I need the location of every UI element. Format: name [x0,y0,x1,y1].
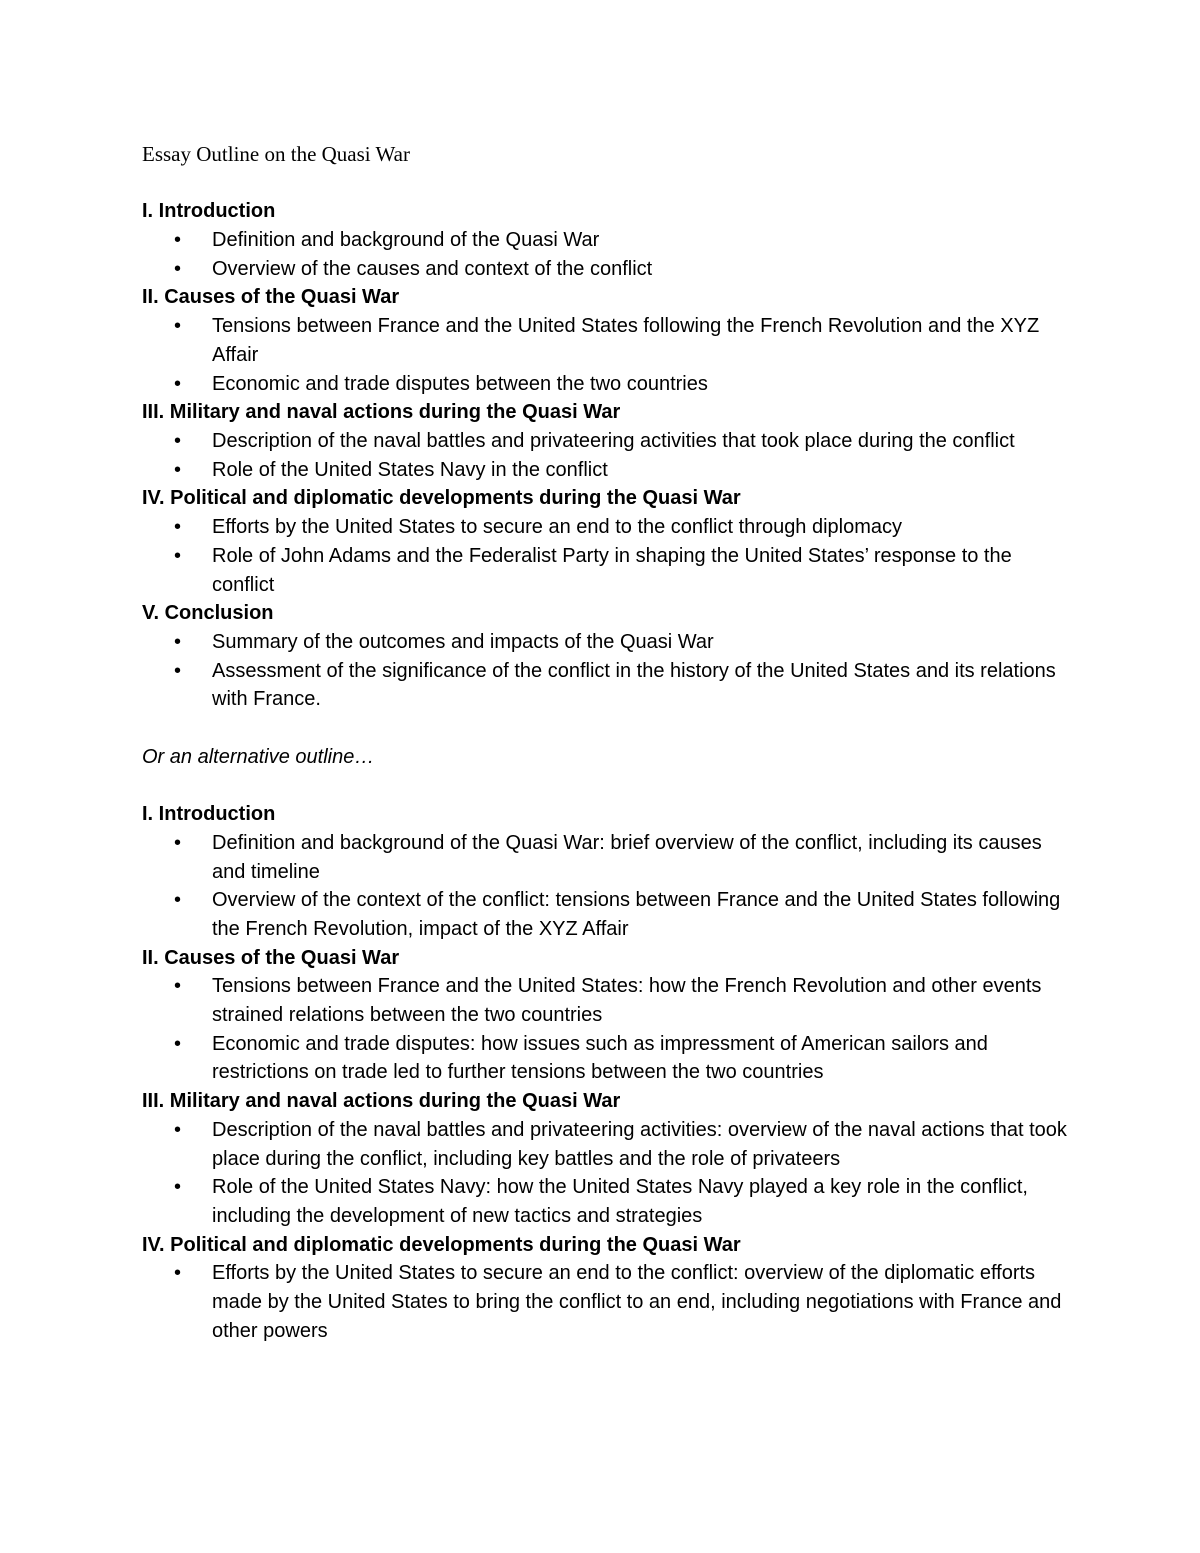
bullet-item [142,829,1072,886]
bullet-item [142,226,1072,255]
bullet-item [142,1030,1072,1087]
bullet-item [142,1259,1072,1345]
bullet-icon: • [174,315,182,338]
bullet-text: Tensions between France and the United States: how the French Revolution and other events strained relations between the two countries [212,975,1042,1027]
bullet-text: Role of the United States Navy in the conflict [212,458,608,481]
bullet-item [142,1116,1072,1173]
bullet-icon: • [174,544,182,567]
bullet-icon: • [174,1032,182,1055]
section-heading: IV. Political and diplomatic developments during the Quasi War [142,1233,741,1256]
bullet-text: Description of the naval battles and privateering activities that took place during the conflict [212,430,1015,452]
section-heading: III. Military and naval actions during the Quasi War [142,401,621,424]
bullet-item [142,456,1072,485]
bullet-list [142,312,1072,398]
bullet-icon: • [174,458,182,481]
bullet-icon: • [174,1176,182,1199]
bullet-list [142,513,1072,599]
bullet-list [142,628,1072,714]
bullet-item [142,370,1072,399]
bullet-item [142,427,1072,456]
section-heading: II. Causes of the Quasi War [142,946,400,969]
document-title: Essay Outline on the Quasi War [142,142,410,166]
bullet-text: Description of the naval battles and privateering activities: overview of the naval actions that took place during the conflict, including key battles and the role of privateers [212,1118,1067,1170]
section-heading: I. Introduction [142,803,276,826]
blank-line [142,771,1072,800]
bullet-text: Economic and trade disputes between the two countries [212,372,708,395]
bullet-item [142,1173,1072,1230]
bullet-icon: • [174,516,182,539]
bullet-text: Tensions between France and the United States following the French Revolution and the XYZ Affair [212,315,1040,366]
bullet-item [142,886,1072,943]
bullet-text: Assessment of the significance of the conflict in the history of the United States and its relations with France. [212,659,1056,711]
bullet-text: Role of John Adams and the Federalist Party in shaping the United States’ response to the conflict [212,544,1012,596]
bullet-text: Definition and background of the Quasi War: brief overview of the conflict, including its causes and timeline [212,831,1042,883]
bullet-list [142,1116,1072,1231]
bullet-text: Definition and background of the Quasi War [212,229,600,252]
bullet-icon: • [174,889,182,912]
section-heading: IV. Political and diplomatic developments during the Quasi War [142,487,741,510]
bullet-icon: • [174,630,182,653]
bullet-icon: • [174,1262,182,1285]
section-heading: I. Introduction [142,200,276,223]
bullet-list [142,226,1072,283]
bullet-text: Efforts by the United States to secure an end to the conflict: overview of the diplomatic efforts made by the United States to bring the conflict to an end, including negotiations with France and other powers [212,1262,1062,1342]
bullet-icon: • [174,229,182,252]
bullet-text: Summary of the outcomes and impacts of the Quasi War [212,630,714,653]
section-heading: III. Military and naval actions during the Quasi War [142,1090,621,1113]
bullet-text: Economic and trade disputes: how issues such as impressment of American sailors and restrictions on trade led to further tensions between the two countries [212,1032,988,1084]
section-heading: II. Causes of the Quasi War [142,286,400,309]
blank-line [142,169,1072,198]
bullet-text: Overview of the causes and context of the conflict [212,257,653,280]
bullet-item [142,628,1072,657]
blank-line [142,714,1072,743]
bullet-text: Efforts by the United States to secure an end to the conflict through diplomacy [212,516,903,539]
section-heading: V. Conclusion [142,602,274,625]
bullet-item [142,542,1072,599]
bullet-list [142,829,1072,944]
bullet-icon: • [174,1118,182,1141]
bullet-item [142,657,1072,714]
bullet-icon: • [174,831,182,854]
bullet-item [142,972,1072,1029]
bullet-icon: • [174,257,182,280]
bullet-item [142,312,1072,369]
bullet-item [142,513,1072,542]
bullet-icon: • [174,372,182,395]
bullet-list [142,1259,1072,1345]
outline-alternative [142,800,1072,1345]
bullet-item [142,255,1072,284]
bullet-icon: • [174,975,182,998]
bullet-list [142,972,1072,1087]
document-body [142,140,1072,1345]
bullet-list [142,427,1072,484]
alternative-outline-note: Or an alternative outline… [142,745,375,768]
bullet-icon: • [174,430,182,452]
bullet-text: Overview of the context of the conflict: tensions between France and the United States following the French Revolution, impact of the XYZ Affair [212,889,1061,940]
bullet-icon: • [174,659,182,682]
outline-primary [142,197,1072,714]
bullet-text: Role of the United States Navy: how the United States Navy played a key role in the conflict, including the development of new tactics and strategies [212,1176,1028,1227]
